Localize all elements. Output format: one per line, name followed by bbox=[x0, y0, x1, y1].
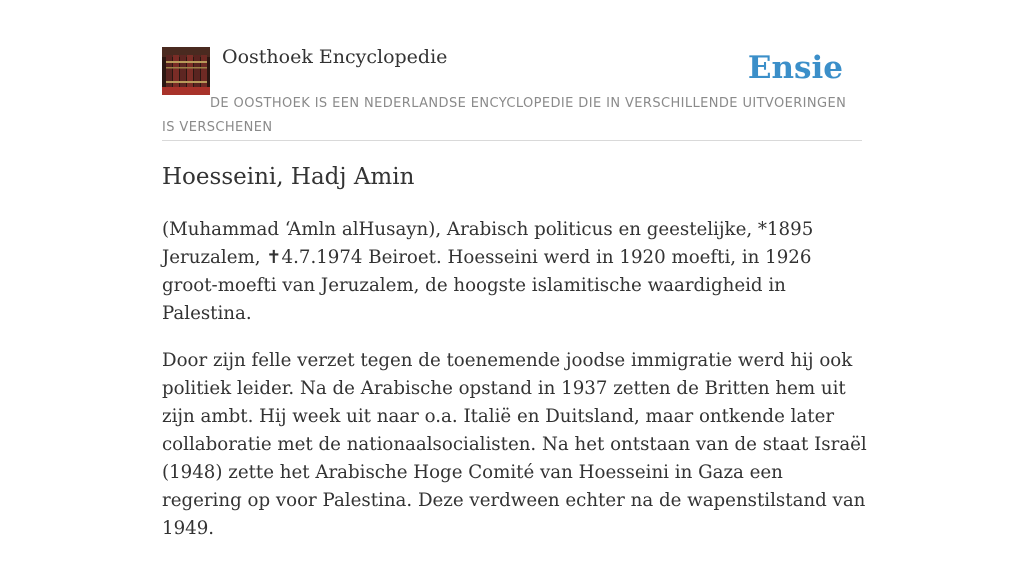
article-title: Hoesseini, Hadj Amin bbox=[162, 164, 415, 190]
encyclopedia-books-avatar[interactable] bbox=[162, 47, 210, 95]
article-paragraph-1: (Muhammad ʻAmln alHusayn), Arabisch politicus en geestelijke, *1895 Jeruzalem, ✝4.7.1974 Beiroet. Hoesseini werd in 1920 moefti, in 1926 groot-moefti van Jeruzalem, de hoogste islamitische waardigheid in Palestina. bbox=[162, 219, 814, 324]
article-paragraph-2: Door zijn felle verzet tegen de toenemende joodse immigratie werd hij ook politiek leider. Na de Arabische opstand in 1937 zetten de Britten hem uit zijn ambt. Hij week uit naar o.a. Italië en Duitsland, maar ontkende later collaboratie met de nationaalsocialisten. Na het ontstaan van de staat Israël (1948) zette het Arabische Hoge Comité van Hoesseini in Gaza een regering op voor Palestina. Deze verdween echter na de wapenstilstand van 1949. bbox=[162, 350, 867, 539]
site-header bbox=[162, 44, 862, 141]
article-body bbox=[162, 216, 868, 562]
site-title[interactable]: Oosthoek Encyclopedie bbox=[222, 46, 448, 68]
site-tagline: DE OOSTHOEK IS EEN NEDERLANDSE ENCYCLOPEDIE DIE IN VERSCHILLENDE UITVOERINGEN IS VERSCHENEN bbox=[162, 96, 847, 135]
books-icon bbox=[162, 47, 210, 95]
brand-logo[interactable]: Ensie bbox=[747, 50, 843, 86]
